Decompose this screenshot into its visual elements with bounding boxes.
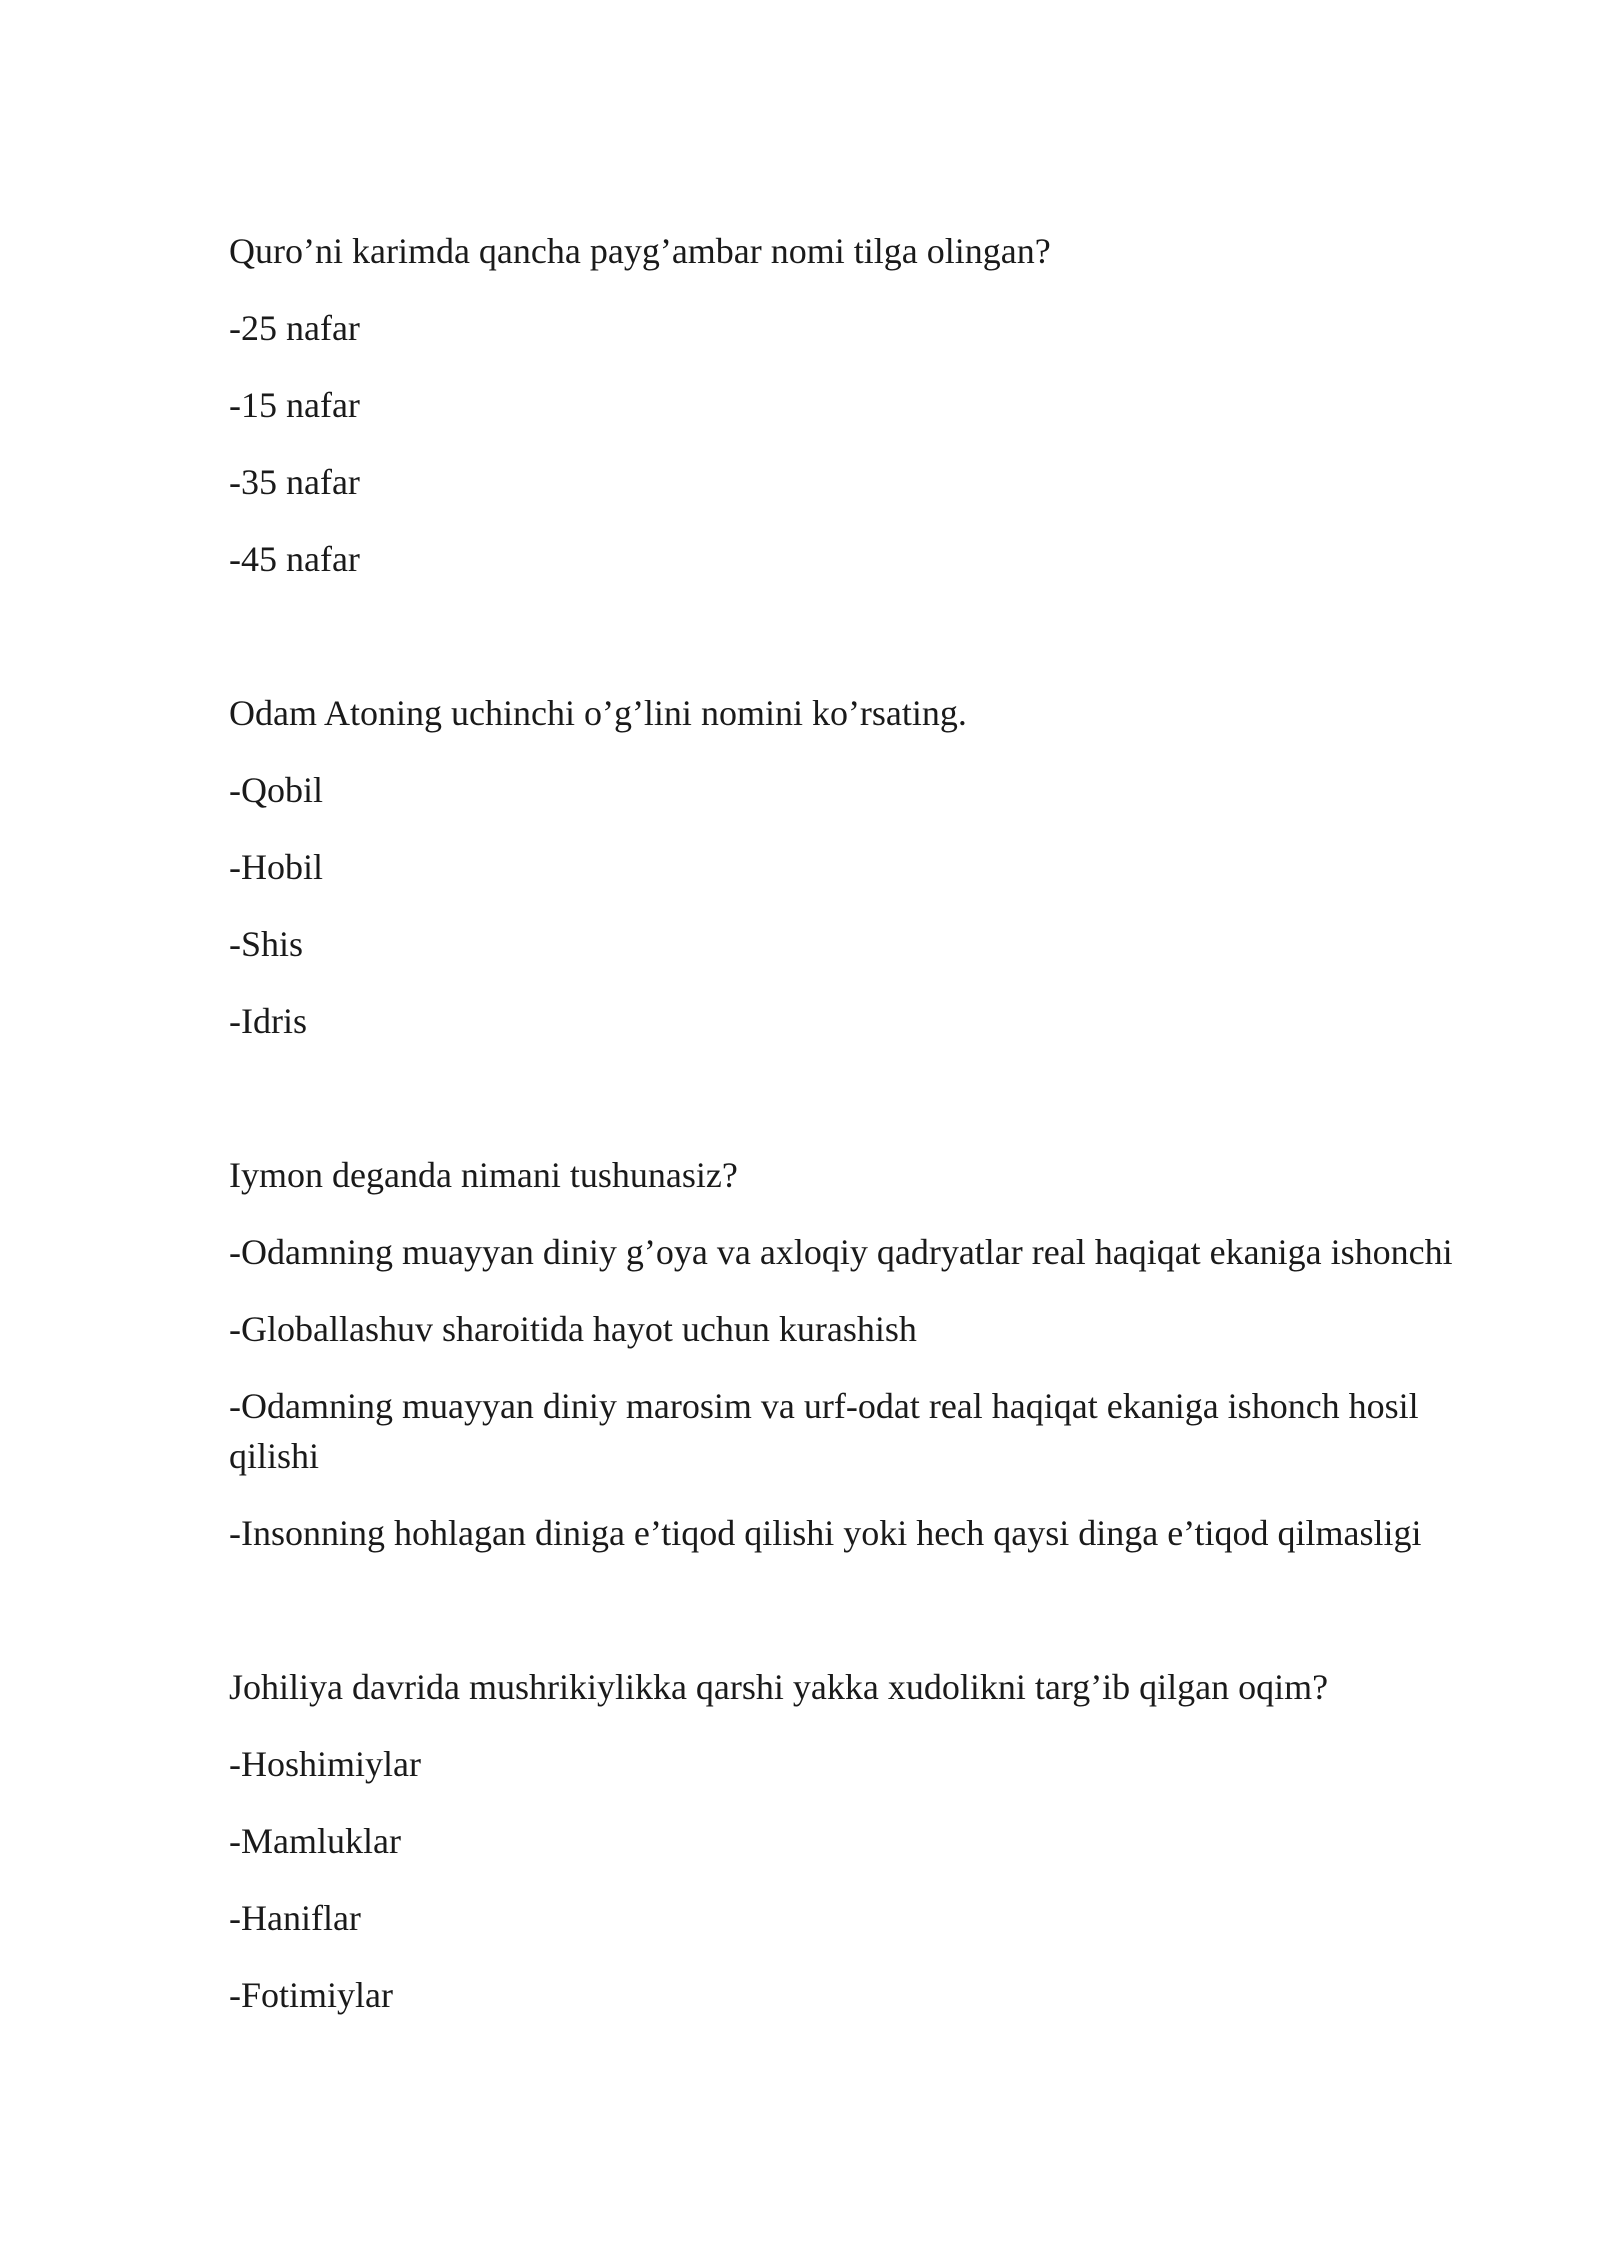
answer-option: -Haniflar xyxy=(229,1898,361,1938)
question-block-1 xyxy=(229,226,1489,584)
answer-option: -45 nafar xyxy=(229,539,360,579)
answer-option: -Fotimiylar xyxy=(229,1975,393,2015)
answer-option: -Shis xyxy=(229,924,304,964)
answer-option: -Qobil xyxy=(229,770,323,810)
question-text: Iymon deganda nimani tushunasiz? xyxy=(229,1155,738,1195)
question-block-2 xyxy=(229,688,1489,1046)
answer-option: -Odamning muayyan diniy marosim va urf-odat real haqiqat ekaniga ishonch hosil qilishi xyxy=(229,1386,1419,1476)
answer-option: -Odamning muayyan diniy g’oya va axloqiy qadryatlar real haqiqat ekaniga ishonchi xyxy=(229,1232,1453,1272)
question-block-3 xyxy=(229,1150,1489,1558)
question-block-4 xyxy=(229,1662,1489,2020)
answer-option: -Globallashuv sharoitida hayot uchun kurashish xyxy=(229,1309,917,1349)
document-content xyxy=(229,226,1489,2020)
answer-option: -Hobil xyxy=(229,847,323,887)
question-text: Odam Atoning uchinchi o’g’lini nomini ko’rsating. xyxy=(229,693,967,733)
answer-option: -35 nafar xyxy=(229,462,360,502)
answer-option: -Mamluklar xyxy=(229,1821,401,1861)
answer-option: -Insonning hohlagan diniga e’tiqod qilishi yoki hech qaysi dinga e’tiqod qilmasligi xyxy=(229,1513,1422,1553)
answer-option: -Idris xyxy=(229,1001,307,1041)
question-text: Quro’ni karimda qancha payg’ambar nomi tilga olingan? xyxy=(229,231,1051,271)
answer-option: -25 nafar xyxy=(229,308,360,348)
answer-option: -Hoshimiylar xyxy=(229,1744,421,1784)
question-text: Johiliya davrida mushrikiylikka qarshi yakka xudolikni targ’ib qilgan oqim? xyxy=(229,1667,1329,1707)
answer-option: -15 nafar xyxy=(229,385,360,425)
